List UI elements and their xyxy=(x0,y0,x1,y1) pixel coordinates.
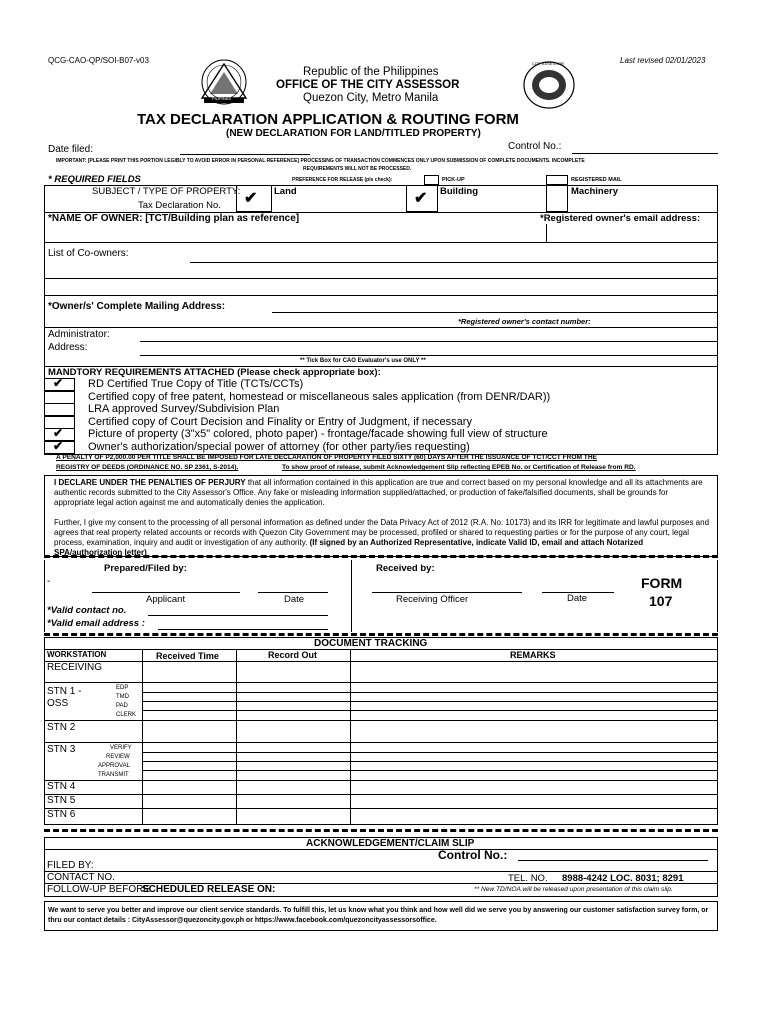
address-label: Address: xyxy=(48,342,88,353)
tax-declaration-label: Tax Declaration No. xyxy=(138,200,221,211)
important-note-2: REQUIREMENTS WILL NOT BE PROCESSED. xyxy=(303,166,412,172)
administrator-field[interactable] xyxy=(140,341,718,342)
requirement-label: Owner's authorization/special power of attorney (for other party/ies requesting) xyxy=(88,441,470,453)
ack-title: ACKNOWLEDGEMENT/CLAIM SLIP xyxy=(306,838,475,849)
administrator-address-field[interactable] xyxy=(140,355,718,356)
applicant-dash: - xyxy=(47,576,51,587)
requirement-item[interactable] xyxy=(44,428,718,441)
form-number: 107 xyxy=(649,593,673,609)
machinery-checkbox[interactable] xyxy=(546,185,568,212)
penalty-line-2b: To show proof of release, submit Acknowledgement Slip reflecting EPEB No. or Certification of Release from RD. xyxy=(282,464,636,471)
data-privacy-text: Further, I give my consent to the processing of all personal information as defined under the Data Privacy Act of 2012 (R.A. No. 10173) and its IRR for legitimate and lawful purposes and agrees that real property related accounts or records with Quezon City Government may be processed, profiled or shared to requesting parties or for the purpose of any court, legal process, examination, inquiry and audit or investigation of any authority. xyxy=(54,518,710,547)
date-label: Date xyxy=(284,594,305,605)
land-check-icon: ✔ xyxy=(244,190,258,207)
stn3-sub-approval: APPROVAL xyxy=(98,763,130,769)
requirement-item[interactable] xyxy=(44,378,718,391)
control-no-field[interactable] xyxy=(572,153,718,154)
requirement-check-icon: ✔ xyxy=(53,426,64,441)
received-by-label: Received by: xyxy=(376,563,435,574)
declaration-text: that all information contained in this application are true and correct based on my personal knowledge and all its attachments are authentic records submitted to the City Assessor's Office. Any fake or misleading information supplied/attached, or production of fake/falsified documents, shall be grounds for appropriate legal action against me and automatically denies the application. xyxy=(54,478,703,507)
owner-name-field[interactable] xyxy=(44,242,718,243)
col-record-out: Record Out xyxy=(268,650,318,660)
requirement-item[interactable] xyxy=(44,416,718,429)
requirement-checkbox[interactable] xyxy=(44,403,75,416)
co-owners-field[interactable] xyxy=(190,262,718,263)
requirement-label: Certified copy of free patent, homestead or miscellaneous sales application (from DENR/DAR)) xyxy=(88,390,551,403)
penalty-line-1: A PENALTY OF P2,000.00 PER TITLE SHALL BE IMPOSED FOR LATE DECLARATION OF PROPERTY FILED SIXTY (60) DAYS AFTER THE ISSUANCE OF TCT/CCT FROM THE xyxy=(56,454,597,461)
form-code: QCG-CAO-QP/SOI-B07-v03 xyxy=(48,56,149,65)
requirement-label: Picture of property (3"x5" colored, photo paper) - frontage/facade showing full view of structure xyxy=(88,428,548,441)
stn3-sub-transmit: TRANSMIT xyxy=(98,772,129,778)
tel-value: 8988-4242 LOC. 8031; 8291 xyxy=(562,873,684,884)
requirement-label: RD Certified True Copy of Title (TCTs/CCTs) xyxy=(88,378,304,390)
col-workstation: WORKSTATION xyxy=(47,650,107,659)
ack-filed-by: FILED BY: xyxy=(47,860,94,871)
scheduled-release-label: SCHEDULED RELEASE ON: xyxy=(142,884,276,895)
tel-label: TEL. NO. xyxy=(508,873,548,884)
ack-control-no-field[interactable] xyxy=(518,860,708,861)
date-filed-label: Date filed: xyxy=(48,144,94,155)
prepared-by-label: Prepared/Filed by: xyxy=(104,563,187,574)
tracking-title: DOCUMENT TRACKING xyxy=(314,638,428,649)
subject-type-label: SUBJECT / TYPE OF PROPERTY: xyxy=(92,186,241,197)
ack-contact-no: CONTACT NO. xyxy=(47,872,115,883)
tracking-table xyxy=(44,637,718,825)
requirement-check-icon: ✔ xyxy=(53,376,64,390)
registered-mail-label: REGISTERED MAIL xyxy=(571,177,622,183)
date-label-2: Date xyxy=(567,593,588,604)
last-revised: Last revised 02/01/2023 xyxy=(620,56,706,65)
pickup-checkbox[interactable] xyxy=(424,175,439,185)
seal-text: PILIPINAS xyxy=(212,96,232,101)
row-stn5: STN 5 xyxy=(47,795,76,806)
owner-contact-label: *Registered owner's contact number: xyxy=(458,317,591,326)
row-stn2: STN 2 xyxy=(47,722,76,733)
owner-email-label: *Registered owner's email address: xyxy=(540,213,701,224)
owner-name-label: *NAME OF OWNER: [TCT/Building plan as reference] xyxy=(48,213,300,224)
receiving-officer-label: Receiving Officer xyxy=(396,594,469,605)
stn1-sub-clerk: CLERK xyxy=(116,712,137,718)
requirement-item[interactable] xyxy=(44,403,718,416)
building-label: Building xyxy=(440,186,478,197)
declaration-lead: I DECLARE UNDER THE PENALTIES OF PERJURY xyxy=(54,478,246,487)
mailing-address-label: *Owner/s' Complete Mailing Address: xyxy=(48,301,226,312)
valid-contact-field[interactable] xyxy=(148,615,328,616)
requirement-label: LRA approved Survey/Subdivision Plan xyxy=(88,403,280,416)
requirement-label: Certified copy of Court Decision and Finality or Entry of Judgment, if necessary xyxy=(88,415,472,428)
penalty-line-2: REGISTRY OF DEEDS (ORDINANCE NO. SP 2361, S-2014). xyxy=(56,464,239,471)
owner-contact-field[interactable] xyxy=(44,327,718,328)
row-receiving: RECEIVING xyxy=(47,662,103,673)
row-stn1: STN 1 - xyxy=(47,686,82,697)
stn3-sub-review: REVIEW xyxy=(106,754,130,760)
valid-email-label: *Valid email address : xyxy=(47,618,145,629)
receiving-officer-field[interactable] xyxy=(372,592,522,593)
row-stn3: STN 3 xyxy=(47,744,76,755)
col-received-time: Received Time xyxy=(156,651,219,661)
pickup-label: PICK-UP xyxy=(442,177,465,183)
city-assessor-seal-logo xyxy=(522,60,576,110)
declaration-paragraph-1 xyxy=(54,478,710,508)
mailing-address-field[interactable] xyxy=(272,312,718,313)
stn1-sub-pad: PAD xyxy=(116,703,128,709)
form-title: TAX DECLARATION APPLICATION & ROUTING FORM xyxy=(137,111,519,128)
row-stn4: STN 4 xyxy=(47,781,76,792)
date-filed-field[interactable] xyxy=(180,154,310,155)
assessor-seal-text: CITY ASSESSOR xyxy=(532,61,564,66)
tick-note: ** Tick Box for CAO Evaluator's use ONLY ** xyxy=(300,358,426,364)
applicant-date-field[interactable] xyxy=(258,592,328,593)
form-subtitle: (NEW DECLARATION FOR LAND/TITLED PROPERTY) xyxy=(226,128,481,139)
republic-label: Republic of the Philippines xyxy=(303,66,439,78)
applicant-label: Applicant xyxy=(146,594,186,605)
stn3-sub-verify: VERIFY xyxy=(110,745,132,751)
registered-mail-checkbox[interactable] xyxy=(546,175,568,185)
requirements-heading: MANDTORY REQUIREMENTS ATTACHED (Please check appropriate box): xyxy=(48,367,381,378)
valid-contact-label: *Valid contact no. xyxy=(47,605,127,616)
valid-email-field[interactable] xyxy=(158,629,328,630)
preference-label: PREFERENCE FOR RELEASE (pls check): xyxy=(292,177,393,183)
feedback-text: We want to serve you better and improve our client service standards. To fulfill this, let us know what you think and how well did we serve you by answering our customer satisfaction survey form, or thru our contact details : CityAssessor@quezoncity.gov.ph or https://www.facebook.com/quezoncityassessorsoffice. xyxy=(48,907,709,924)
requirement-check-icon: ✔ xyxy=(53,439,64,453)
important-note: IMPORTANT: [PLEASE PRINT THIS PORTION LEGIBLY TO AVOID ERROR IN PERSONAL REFERENCE] PROCESSING OF TRANSACTION COMMENCES ONLY UPON SUBMISSION OF COMPLETE DOCUMENTS. INCOMPLETE xyxy=(56,158,585,164)
representative-note: (If signed by an Authorized Representative, indicate Valid ID, email and attach Notarized SPA/authorization letter) xyxy=(54,538,644,557)
administrator-label: Administrator: xyxy=(48,329,110,340)
stn1-sub-tmd: TMD xyxy=(116,694,129,700)
form-label: FORM xyxy=(641,575,683,591)
ack-filed-by-field[interactable] xyxy=(44,871,718,872)
machinery-label: Machinery xyxy=(571,186,618,197)
follow-up-label: FOLLOW-UP BEFORE xyxy=(47,884,150,895)
required-fields-label: * REQUIRED FIELDS xyxy=(48,174,141,185)
quezon-city-seal-logo xyxy=(190,58,258,106)
requirement-checkbox[interactable] xyxy=(44,391,75,404)
declaration-paragraph-2 xyxy=(54,518,710,558)
requirement-item[interactable] xyxy=(44,441,718,454)
stn1-sub-edp: EDP xyxy=(116,685,129,691)
co-owners-label: List of Co-owners: xyxy=(48,248,129,259)
release-note: ** New TD/NOA will be released upon presentation of this claim slip. xyxy=(474,886,673,893)
land-label: Land xyxy=(274,186,297,197)
requirements-list xyxy=(44,378,718,454)
city-label: Quezon City, Metro Manila xyxy=(303,92,439,104)
control-no-label: Control No.: xyxy=(508,141,562,152)
requirement-item[interactable] xyxy=(44,391,718,404)
applicant-signature-field[interactable] xyxy=(92,592,240,593)
row-stn6: STN 6 xyxy=(47,809,76,820)
building-check-icon: ✔ xyxy=(414,190,428,207)
col-remarks: REMARKS xyxy=(510,650,556,660)
row-oss: OSS xyxy=(47,698,69,709)
ack-control-no: Control No.: xyxy=(438,848,508,862)
office-title: OFFICE OF THE CITY ASSESSOR xyxy=(276,79,460,91)
